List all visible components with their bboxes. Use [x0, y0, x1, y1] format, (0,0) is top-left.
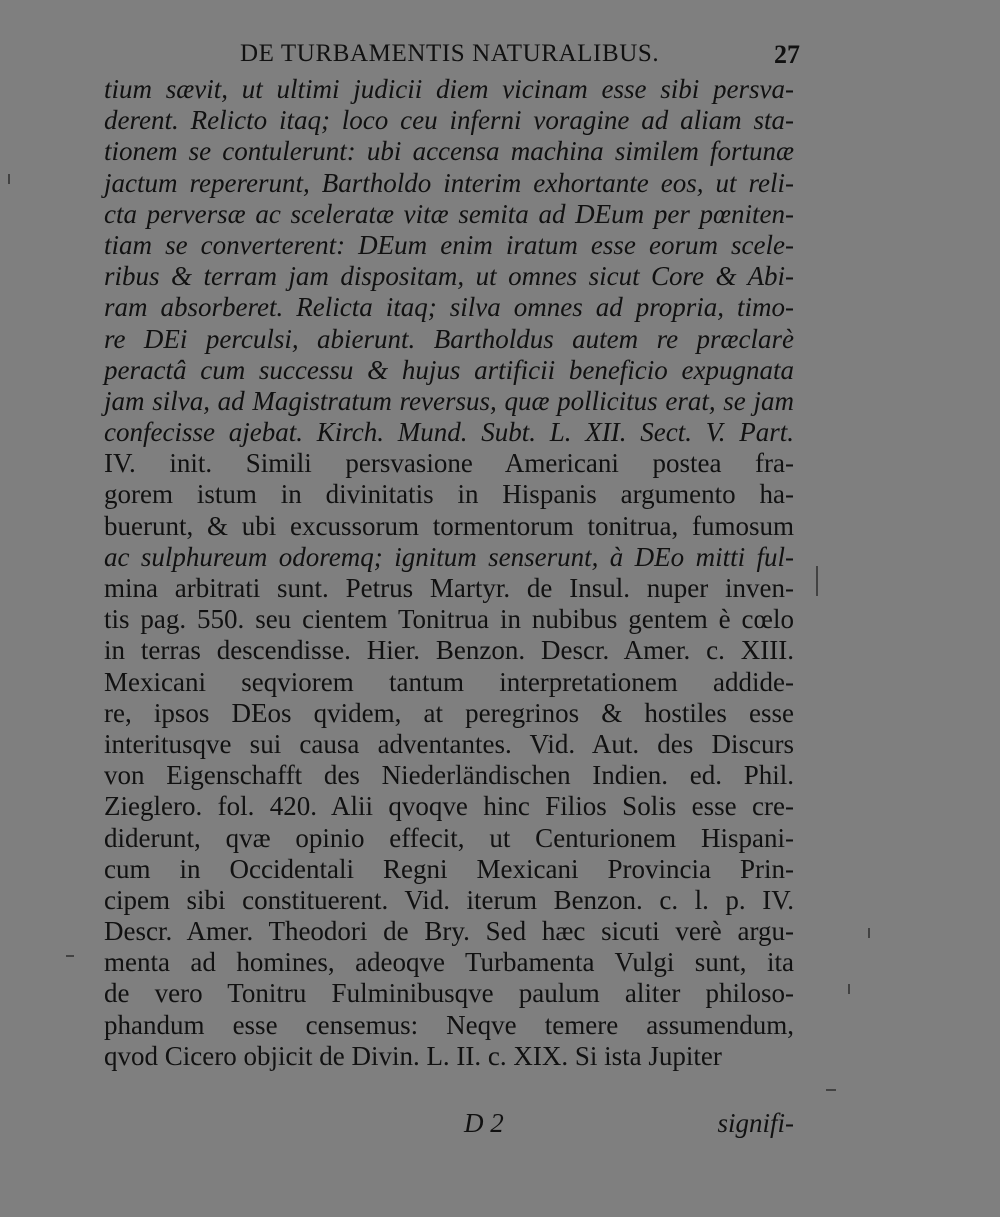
text-line: peractâ cum successu & hujus artificii beneficio expugnata — [104, 354, 794, 385]
scan-speck — [848, 984, 850, 994]
text-line: ram absorberet. Relicta itaq; silva omnes ad propria, timo- — [104, 292, 794, 323]
text-line: in terras descendisse. Hier. Benzon. Descr. Amer. c. XIII. — [104, 635, 794, 666]
catchword: signifi- — [717, 1108, 794, 1138]
text-line: re, ipsos DEos qvidem, at peregrinos & hostiles esse — [104, 697, 794, 728]
text-line: menta ad homines, adeoqve Turbamenta Vulgi sunt, ita — [104, 947, 794, 978]
scan-speck — [816, 566, 818, 596]
text-line: IV. init. Simili persvasione Americani postea fra- — [104, 448, 794, 479]
page-number: 27 — [774, 40, 800, 69]
text-line: derent. Relicto itaq; loco ceu inferni voragine ad aliam sta- — [104, 105, 794, 136]
signature-mark: D 2 — [464, 1108, 504, 1138]
running-title: DE TURBAMENTIS NATURALIBUS. — [240, 40, 660, 67]
text-line: Descr. Amer. Theodori de Bry. Sed hæc sicuti verè argu- — [104, 916, 794, 947]
text-line: phandum esse censemus: Neqve temere assumendum, — [104, 1009, 794, 1040]
scan-speck — [868, 928, 870, 938]
text-line: cta perversæ ac sceleratæ vitæ semita ad DEum per pœniten- — [104, 198, 794, 229]
text-line: interitusqve sui causa adventantes. Vid. Aut. des Discurs — [104, 728, 794, 759]
text-line: cum in Occidentali Regni Mexicani Provincia Prin- — [104, 853, 794, 884]
body-text — [104, 74, 794, 1072]
text-line: von Eigenschafft des Niederländischen Indien. ed. Phil. — [104, 760, 794, 791]
text-line: tis pag. 550. seu cientem Tonitrua in nubibus gentem è cœlo — [104, 604, 794, 635]
text-line: de vero Tonitru Fulminibusqve paulum aliter philoso- — [104, 978, 794, 1009]
text-line: qvod Cicero objicit de Divin. L. II. c. XIX. Si ista Jupiter — [104, 1040, 722, 1071]
text-line: diderunt, qvæ opinio effecit, ut Centurionem Hispani- — [104, 822, 794, 853]
text-line: buerunt, & ubi excussorum tormentorum tonitrua, fumosum — [104, 510, 794, 541]
scan-speck — [8, 174, 10, 184]
text-line: tium sævit, ut ultimi judicii diem vicinam esse sibi persva- — [104, 74, 794, 104]
text-line: tionem se contulerunt: ubi accensa machina similem fortunæ — [104, 136, 794, 167]
text-line: re DEi perculsi, abierunt. Bartholdus autem re præclarè — [104, 323, 794, 354]
text-line: tiam se converterent: DEum enim iratum esse eorum scele- — [104, 229, 794, 260]
text-line: jam silva, ad Magistratum reversus, quæ pollicitus erat, se jam — [104, 385, 794, 416]
scan-speck — [66, 955, 74, 957]
text-line: Zieglero. fol. 420. Alii qvoqve hinc Filios Solis esse cre- — [104, 791, 794, 822]
page-footer — [104, 1108, 794, 1144]
text-line: cipem sibi constituerent. Vid. iterum Benzon. c. l. p. IV. — [104, 884, 794, 915]
scan-speck — [826, 1089, 836, 1091]
text-line: gorem istum in divinitatis in Hispanis argumento ha- — [104, 479, 794, 510]
text-line: ac sulphureum odoremq; ignitum senserunt, à DEo mitti ful- — [104, 541, 794, 572]
text-line: jactum repererunt, Bartholdo interim exhortante eos, ut reli- — [104, 167, 794, 198]
text-line: ribus & terram jam dispositam, ut omnes sicut Core & Abi- — [104, 261, 794, 292]
text-line: confecisse ajebat. Kirch. Mund. Subt. L. XII. Sect. V. Part. — [104, 417, 794, 448]
text-line: Mexicani seqviorem tantum interpretationem addide- — [104, 666, 794, 697]
text-line: mina arbitrati sunt. Petrus Martyr. de Insul. nuper inven- — [104, 573, 794, 603]
